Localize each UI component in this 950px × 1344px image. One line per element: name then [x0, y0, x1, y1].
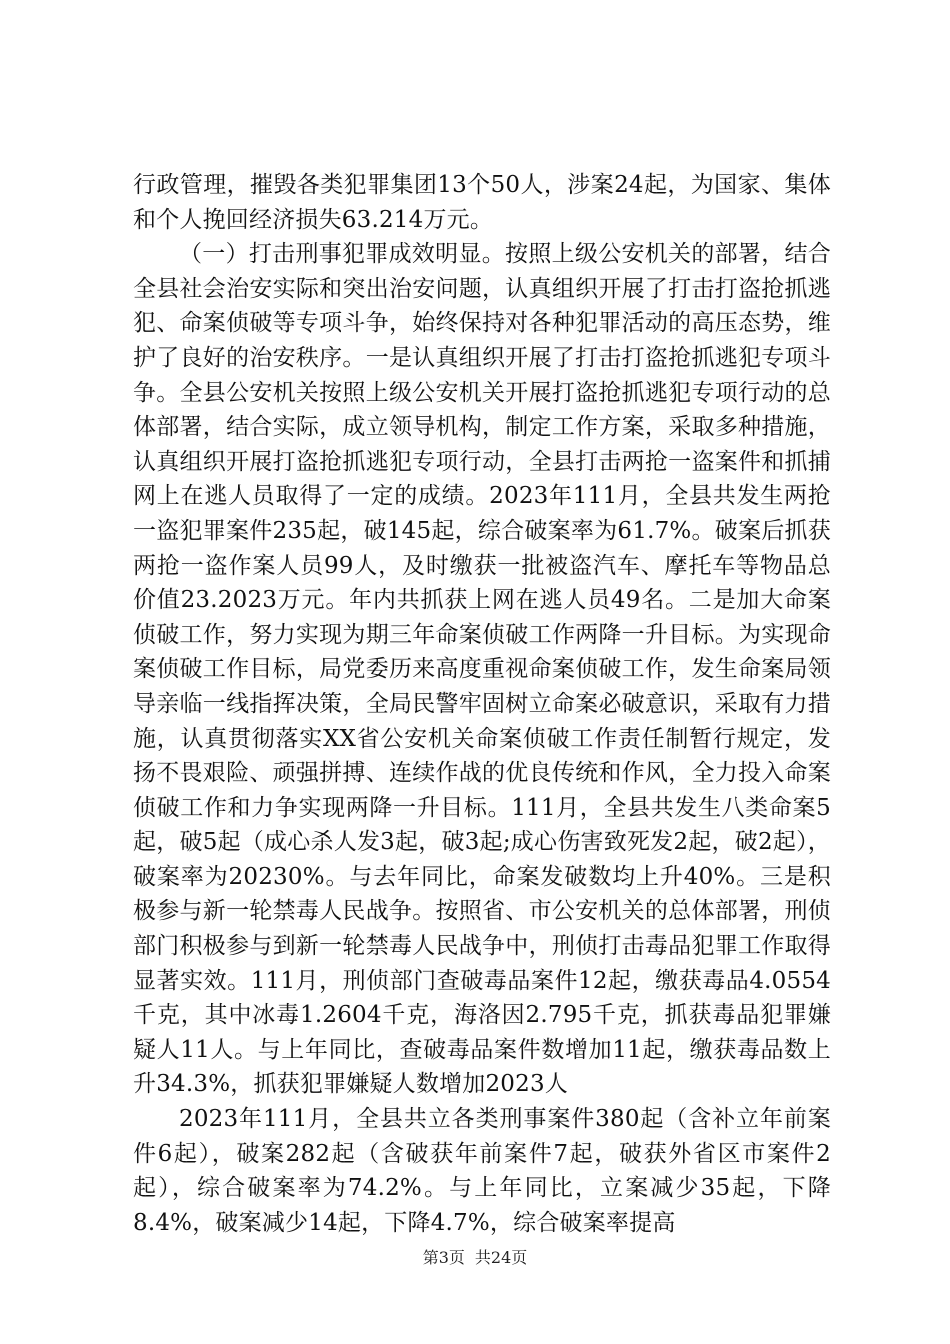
page-total: 共24页 [474, 1248, 528, 1267]
document-body [133, 168, 831, 1240]
page-footer [0, 1245, 950, 1268]
paragraph-criminal-strike: （一）打击刑事犯罪成效明显。按照上级公安机关的部署，结合全县社会治安实际和突出治安问题，认真组织开展了打击打盗抢抓逃犯、命案侦破等专项斗争，始终保持对各种犯罪活动的高压态势，维护了良好的治安秩序。一是认真组织开展了打击打盗抢抓逃犯专项斗争。全县公安机关按照上级公安机关开展打盗抢抓逃犯专项行动的总体部署，结合实际，成立领导机构，制定工作方案，采取多种措施，认真组织开展打盗抢抓逃犯专项行动，全县打击两抢一盗案件和抓捕网上在逃人员取得了一定的成绩。2023年111月，全县共发生两抢一盗犯罪案件235起，破145起，综合破案率为61.7%。破案后抓获两抢一盗作案人员99人，及时缴获一批被盗汽车、摩托车等物品总价值23.2023万元。年内共抓获上网在逃人员49名。二是加大命案侦破工作，努力实现为期三年命案侦破工作两降一升目标。为实现命案侦破工作目标，局党委历来高度重视命案侦破工作，发生命案局领导亲临一线指挥决策，全局民警牢固树立命案必破意识，采取有力措施，认真贯彻落实XX省公安机关命案侦破工作责任制暂行规定，发扬不畏艰险、顽强拼搏、连续作战的优良传统和作风，全力投入命案侦破工作和力争实现两降一升目标。111月，全县共发生八类命案5起，破5起（成心杀人发3起，破3起;成心伤害致死发2起，破2起），破案率为20230%。与去年同比，命案发破数均上升40%。三是积极参与新一轮禁毒人民战争。按照省、市公安机关的总体部署，刑侦部门积极参与到新一轮禁毒人民战争中，刑侦打击毒品犯罪工作取得显著实效。111月，刑侦部门查破毒品案件12起，缴获毒品4.0554千克，其中冰毒1.2604千克，海洛因2.795千克，抓获毒品犯罪嫌疑人11人。与上年同比，查破毒品案件数增加11起，缴获毒品数上升34.3%，抓获犯罪嫌疑人数增加2023人 [133, 241, 831, 1098]
page-number: 第3页 [422, 1248, 465, 1267]
paragraph-continuation: 行政管理，摧毁各类犯罪集团13个50人，涉案24起，为国家、集体和个人挽回经济损失63.214万元。 [133, 172, 831, 233]
paragraph-case-statistics: 2023年111月，全县共立各类刑事案件380起（含补立年前案件6起），破案282起（含破获年前案件7起，破获外省区市案件2起），综合破案率为74.2%。与上年同比，立案减少35起，下降8.4%，破案减少14起，下降4.7%，综合破案率提高 [133, 1106, 831, 1236]
